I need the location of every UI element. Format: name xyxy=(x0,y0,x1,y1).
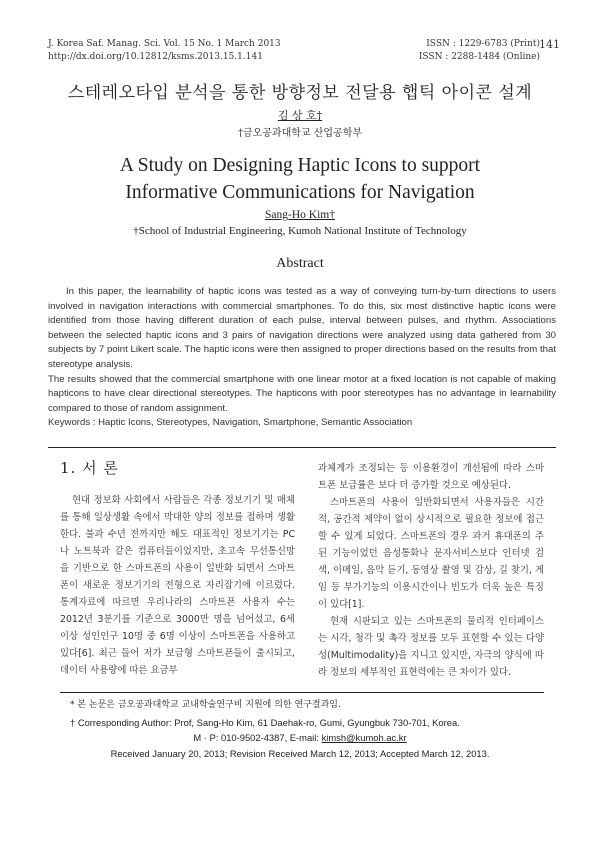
abstract-body xyxy=(48,285,556,431)
page-number: 141 xyxy=(539,38,560,51)
english-title xyxy=(0,152,600,206)
left-column xyxy=(60,492,295,679)
email-link[interactable]: kimsh@kumoh.ac.kr xyxy=(321,732,407,743)
abstract-divider xyxy=(48,447,556,448)
journal-citation: J. Korea Saf. Manag. Sci. Vol. 15 No. 1 March 2013 xyxy=(48,39,281,49)
keywords: Keywords : Haptic Icons, Stereotypes, Navigation, Smartphone, Semantic Association xyxy=(48,417,413,429)
right-paragraph-2: 스마트폰의 사용이 일반화되면서 사용자들은 시간적, 공간적 제약이 없이 상시적으로 필요한 정보에 접근할 수 있게 되었다. 스마트폰의 경우 과거 휴대폰의 주된 기능이었던 음성통화나 문자서비스보다 인터넷 검색, 이메일, 음악 듣기, 동영상 촬영 및 감상, 길 찾기, 게임 등 부가기능의 이용시간이나 빈도가 더욱 높은 특징이 있다[1]. xyxy=(318,497,544,610)
korean-affiliation: †금오공과대학교 산업공학부 xyxy=(237,128,363,139)
korean-title: 스테레오타입 분석을 통한 방향정보 전달용 햅틱 아이콘 설계 xyxy=(67,83,533,103)
right-paragraph-1: 과체계가 조정되는 등 이용환경이 개선됨에 따라 스마트폰 보급률은 보다 더 증가할 것으로 예상된다. xyxy=(318,463,544,491)
abstract-paragraph-1: In this paper, the learnability of haptic icons was tested as a way of conveying turn-by-turn directions to users involved in navigation interactions with commercial smartphones. To do this, six most distinctive haptic icons were identified from those having different duration of each pulse, interval between pulses, and rhythm. Associations between the selected haptic icons and 3 pairs of navigation directions were analyzed using data gathered from 30 subjects by 7 point Likert scale. The haptic icons were then assigned to proper directions based on the results from that stereotype analysis. xyxy=(48,286,556,370)
issn-block xyxy=(419,38,540,64)
section-title: 1. 서 론 xyxy=(60,459,119,477)
right-paragraph-3: 현재 시판되고 있는 스마트폰의 물리적 인터페이스는 시각, 청각 및 촉각 정보를 모두 표현할 수 있는 다양성(Multimodality)을 지니고 있지만, 자극의 양식에 따라 정보의 세부적인 표현력에는 큰 차이가 있다. xyxy=(318,616,544,678)
korean-author: 김 상 호† xyxy=(277,109,323,122)
contact-line xyxy=(0,730,600,745)
english-author: Sang-Ho Kim† xyxy=(265,209,335,221)
footnote-divider xyxy=(60,692,544,693)
right-column xyxy=(318,460,544,681)
journal-header xyxy=(48,38,281,64)
received-dates: Received January 20, 2013; Revision Received March 12, 2013; Accepted March 12, 2013. xyxy=(110,748,490,759)
doi-link[interactable]: http://dx.doi.org/10.12812/ksms.2013.15.1.141 xyxy=(48,52,263,62)
contact-prefix: M · P: 010-9502-4387, E-mail: xyxy=(193,732,322,743)
corresponding-author-footnote: † Corresponding Author: Prof, Sang-Ho Kim, 61 Daehak-ro, Gumi, Gyungbuk 730-701, Korea. xyxy=(70,717,460,728)
english-affiliation: †School of Industrial Engineering, Kumoh National Institute of Technology xyxy=(133,225,467,237)
abstract-heading: Abstract xyxy=(276,256,324,271)
abstract-paragraph-2: The results showed that the commercial smartphone with one linear motor at a fixed location is not capable of making hapticons to have clear directional stereotypes. The hapticons with poor stereotypes has no advantage in learnability compared to those of random assignment. xyxy=(48,373,556,414)
issn-online: ISSN : 2288-1484 (Online) xyxy=(418,52,540,62)
support-footnote: * 본 논문은 금오공과대학교 교내학술연구비 지원에 의한 연구결과임. xyxy=(70,700,341,710)
english-title-line-1: A Study on Designing Haptic Icons to support xyxy=(119,155,481,176)
left-paragraph: 현대 정보화 사회에서 사람들은 각종 정보기기 및 매체를 통해 일상생활 속에서 막대한 양의 정보를 접하며 생활한다. 불과 수년 전까지만 해도 대표적인 정보기기는 PC나 노트북과 같은 컴퓨터들이었지만, 초고속 무선통신망을 기반으로 한 스마트폰의 사용이 일반화 되면서 스마트폰이 새로운 정보기기의 전형으로 자리잡기에 이르렀다. 통계자료에 따르면 우리나라의 스마트폰 사용자 수는 2012년 3분기를 기준으로 3000만 명을 넘어섰고, 6세 이상 성인인구 10명 중 6명 이상이 스마트폰을 사용하고 있다[6]. 최근 들어 저가 보급형 스마트폰들이 출시되고, 데이터 사용량에 따른 요금부 xyxy=(60,495,295,676)
english-title-line-2: Informative Communications for Navigation xyxy=(125,182,475,203)
issn-print: ISSN : 1229-6783 (Print) xyxy=(426,39,540,49)
